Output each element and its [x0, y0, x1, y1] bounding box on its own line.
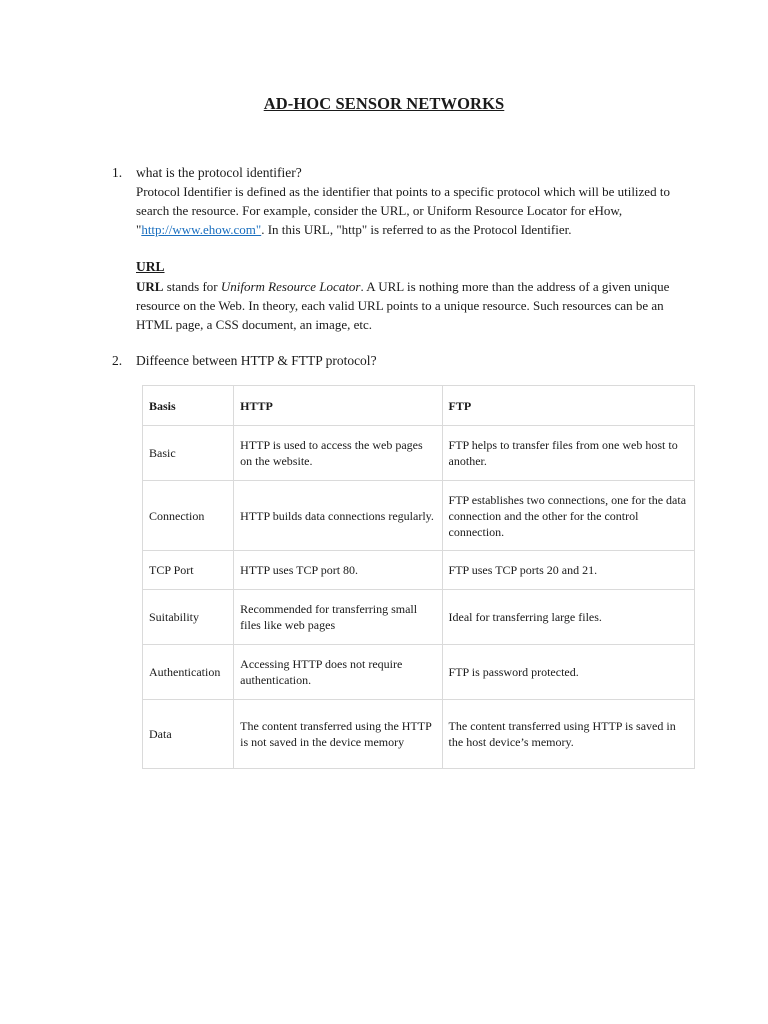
table-cell-ftp: Ideal for transferring large files. — [442, 590, 694, 645]
table-cell-basis: TCP Port — [143, 551, 234, 590]
table-cell-basis: Connection — [143, 481, 234, 551]
table-cell-basis: Basic — [143, 426, 234, 481]
table-cell-ftp: FTP establishes two connections, one for the data connection and the other for the control connection. — [442, 481, 694, 551]
table-cell-ftp: The content transferred using HTTP is saved in the host device’s memory. — [442, 700, 694, 769]
table-row — [143, 590, 695, 645]
table-row — [143, 551, 695, 590]
q1-question: what is the protocol identifier? — [136, 165, 302, 180]
table-cell-http: HTTP builds data connections regularly. — [234, 481, 442, 551]
comparison-table — [142, 385, 695, 769]
header-ftp: FTP — [442, 386, 694, 426]
table-cell-http: Accessing HTTP does not require authentication. — [234, 645, 442, 700]
table-cell-ftp: FTP is password protected. — [442, 645, 694, 700]
table-header-row — [143, 386, 695, 426]
table-cell-http: Recommended for transferring small files like web pages — [234, 590, 442, 645]
url-term: URL — [136, 279, 164, 294]
q1-answer-text-1: Protocol Identifier is defined as the identifier that points to a specific protocol which will be utilized to search the resource. For example, consider the URL, or Uniform Resource Locator for eHow, " — [136, 184, 670, 237]
table-cell-basis: Suitability — [143, 590, 234, 645]
url-expansion: Uniform Resource Locator — [220, 279, 361, 294]
table-row — [143, 481, 695, 551]
table-cell-http: The content transferred using the HTTP is not saved in the device memory — [234, 700, 442, 769]
table-cell-http: HTTP is used to access the web pages on the website. — [234, 426, 442, 481]
url-paragraph — [136, 277, 696, 334]
table-row — [143, 645, 695, 700]
q2-number: 2. — [112, 353, 123, 368]
q1-answer-paragraph — [136, 182, 696, 239]
url-heading: URL — [136, 259, 165, 274]
header-http: HTTP — [234, 386, 442, 426]
table-cell-ftp: FTP uses TCP ports 20 and 21. — [442, 551, 694, 590]
header-basis: Basis — [143, 386, 234, 426]
table-row — [143, 700, 695, 769]
table-row — [143, 426, 695, 481]
q1-answer-text-2: . In this URL, "http" is referred to as the Protocol Identifier. — [261, 222, 572, 237]
table-cell-basis: Authentication — [143, 645, 234, 700]
table-cell-ftp: FTP helps to transfer files from one web host to another. — [442, 426, 694, 481]
table-cell-http: HTTP uses TCP port 80. — [234, 551, 442, 590]
url-stands-text: stands for — [163, 279, 221, 294]
page-title: AD-HOC SENSOR NETWORKS — [263, 94, 505, 113]
table-cell-basis: Data — [143, 700, 234, 769]
url-description: . A URL is nothing more than the address of a given unique resource on the Web. In theory, each valid URL points to a unique resource. Such resources can be an HTML page, a CSS document, an image, etc. — [136, 279, 670, 332]
q1-number: 1. — [112, 165, 123, 180]
q2-question: Diffeence between HTTP & FTTP protocol? — [136, 353, 377, 368]
ehow-link[interactable]: http://www.ehow.com" — [141, 222, 262, 237]
